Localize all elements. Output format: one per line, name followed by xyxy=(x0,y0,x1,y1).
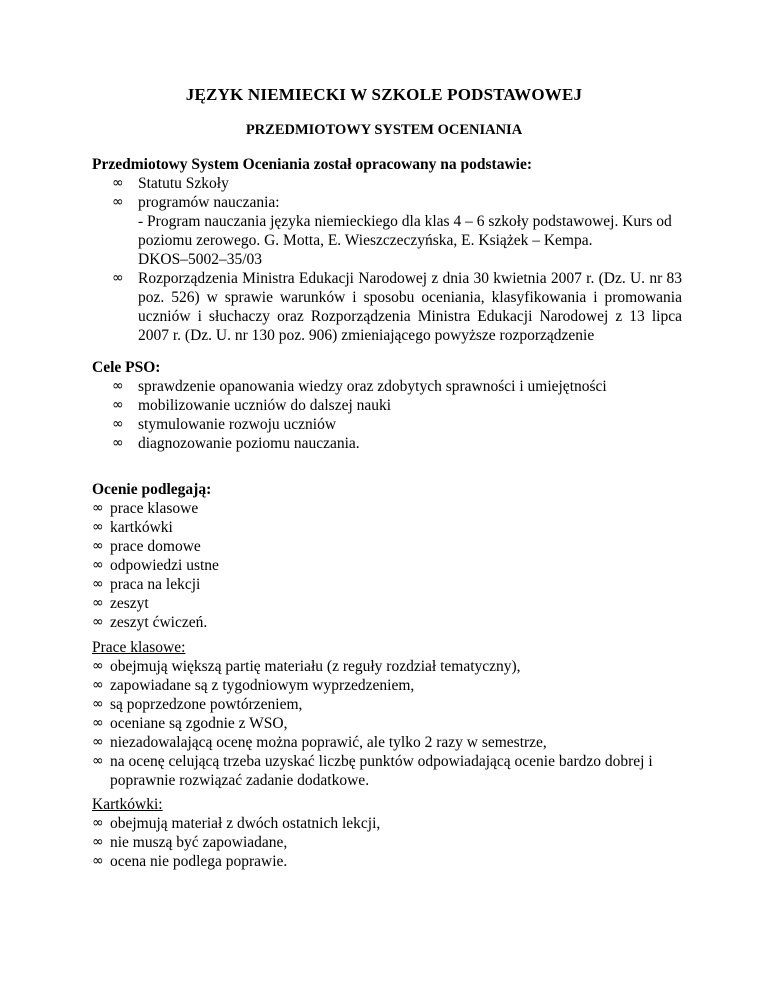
list-item xyxy=(92,556,682,575)
list-item xyxy=(92,377,682,396)
bullet-icon: ∞ xyxy=(112,270,124,286)
bullet-icon: ∞ xyxy=(92,853,104,869)
list-item xyxy=(92,499,682,518)
list-item xyxy=(92,695,682,714)
bullet-icon: ∞ xyxy=(92,519,104,535)
list-item-text: Statutu Szkoły xyxy=(138,175,229,192)
bullet-icon: ∞ xyxy=(112,397,124,413)
basis-section xyxy=(92,155,682,345)
quizzes-list xyxy=(92,814,682,871)
list-item-text: niezadowalającą ocenę można poprawić, ale tylko 2 razy w semestrze, xyxy=(110,734,547,751)
bullet-icon: ∞ xyxy=(92,715,104,731)
bullet-icon: ∞ xyxy=(92,500,104,516)
list-item xyxy=(92,174,682,193)
tests-list xyxy=(92,657,682,790)
graded-heading: Ocenie podlegają: xyxy=(92,481,212,498)
goals-section xyxy=(92,358,682,453)
list-item-text: prace domowe xyxy=(110,538,201,555)
bullet-icon: ∞ xyxy=(92,658,104,674)
bullet-icon: ∞ xyxy=(112,175,124,191)
list-item xyxy=(92,537,682,556)
bullet-icon: ∞ xyxy=(92,696,104,712)
list-item-text: obejmują materiał z dwóch ostatnich lekcji, xyxy=(110,815,381,832)
list-item-text: diagnozowanie poziomu nauczania. xyxy=(138,435,360,452)
list-item-text: zapowiadane są z tygodniowym wyprzedzeniem, xyxy=(110,677,415,694)
bullet-icon: ∞ xyxy=(92,595,104,611)
list-item xyxy=(92,752,682,790)
list-item-text: na ocenę celującą trzeba uzyskać liczbę punktów odpowiadającą ocenie bardzo dobrej i poprawnie rozwiązać zadanie dodatkowe. xyxy=(110,753,653,789)
list-item xyxy=(92,415,682,434)
list-item xyxy=(92,852,682,871)
goals-heading: Cele PSO: xyxy=(92,359,161,376)
list-item-text: Rozporządzenia Ministra Edukacji Narodowej z dnia 30 kwietnia 2007 r. (Dz. U. nr 83 poz. 526) w sprawie warunków i sposobu oceniania, klasyfikowania i promowania uczniów i słuchaczy oraz Rozporządzenia Ministra Edukacji Narodowej z 13 lipca 2007 r. (Dz. U. nr 130 poz. 906) zmieniającego powyższe rozporządzenie xyxy=(138,270,682,344)
page-title: JĘZYK NIEMIECKI W SZKOLE PODSTAWOWEJ xyxy=(185,85,583,104)
list-item xyxy=(92,518,682,537)
graded-section xyxy=(92,480,682,632)
list-item xyxy=(92,434,682,453)
list-item-text: nie muszą być zapowiadane, xyxy=(110,834,288,851)
list-item xyxy=(92,814,682,833)
list-item-text: mobilizowanie uczniów do dalszej nauki xyxy=(138,397,392,414)
bullet-icon: ∞ xyxy=(92,815,104,831)
list-item-text: zeszyt ćwiczeń. xyxy=(110,614,208,631)
bullet-icon: ∞ xyxy=(112,416,124,432)
graded-list xyxy=(92,499,682,632)
list-item-text: ocena nie podlega poprawie. xyxy=(110,853,288,870)
bullet-icon: ∞ xyxy=(92,557,104,573)
list-item xyxy=(92,676,682,695)
list-item-text: obejmują większą partię materiału (z reguły rozdział tematyczny), xyxy=(110,658,521,675)
bullet-icon: ∞ xyxy=(112,378,124,394)
bullet-icon: ∞ xyxy=(92,834,104,850)
program-code: DKOS–5002–35/03 xyxy=(138,251,263,268)
tests-section xyxy=(92,638,682,790)
basis-list xyxy=(92,174,682,345)
list-item-text: kartkówki xyxy=(110,519,173,536)
bullet-icon: ∞ xyxy=(92,538,104,554)
bullet-icon: ∞ xyxy=(92,677,104,693)
program-description: - Program nauczania języka niemieckiego dla klas 4 – 6 szkoły podstawowej. Kurs od poziomu zerowego. G. Motta, E. Wieszczeczyńska, E. Książek – Kempa. xyxy=(138,213,672,249)
quizzes-heading: Kartkówki: xyxy=(92,796,163,813)
goals-list xyxy=(92,377,682,453)
bullet-icon: ∞ xyxy=(92,734,104,750)
page-subtitle: PRZEDMIOTOWY SYSTEM OCENIANIA xyxy=(245,122,523,138)
list-item xyxy=(92,193,682,269)
list-item-text: stymulowanie rozwoju uczniów xyxy=(138,416,337,433)
list-item xyxy=(92,396,682,415)
list-item-text: są poprzedzone powtórzeniem, xyxy=(110,696,303,713)
list-item-text: praca na lekcji xyxy=(110,576,201,593)
bullet-icon: ∞ xyxy=(112,435,124,451)
list-item-text: odpowiedzi ustne xyxy=(110,557,219,574)
list-item-text: sprawdzenie opanowania wiedzy oraz zdobytych sprawności i umiejętności xyxy=(138,378,607,395)
basis-heading: Przedmiotowy System Oceniania został opracowany na podstawie: xyxy=(92,156,532,173)
list-item xyxy=(92,833,682,852)
list-item xyxy=(92,714,682,733)
bullet-icon: ∞ xyxy=(112,194,124,210)
list-item xyxy=(92,575,682,594)
list-item-text: prace klasowe xyxy=(110,500,199,517)
list-item-text: zeszyt xyxy=(110,595,149,612)
bullet-icon: ∞ xyxy=(92,576,104,592)
list-item xyxy=(92,733,682,752)
bullet-icon: ∞ xyxy=(92,614,104,630)
list-item-text: oceniane są zgodnie z WSO, xyxy=(110,715,288,732)
list-item xyxy=(92,613,682,632)
tests-heading: Prace klasowe: xyxy=(92,639,186,656)
list-item xyxy=(92,657,682,676)
quizzes-section xyxy=(92,795,682,871)
list-item xyxy=(92,594,682,613)
list-item-text: programów nauczania: xyxy=(138,194,280,211)
list-item xyxy=(92,269,682,345)
bullet-icon: ∞ xyxy=(92,753,104,769)
